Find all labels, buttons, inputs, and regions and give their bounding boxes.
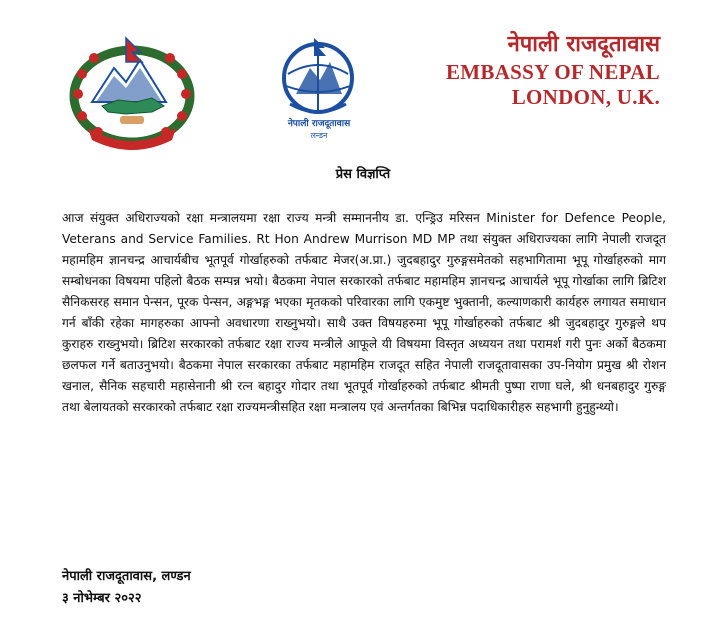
signature-office: नेपाली राजदूतावास, लण्डन <box>62 569 191 584</box>
document-title: प्रेस विज्ञप्ति <box>335 167 391 182</box>
logo-caption-name: नेपाली राजदूतावास <box>287 119 351 129</box>
press-release-body <box>62 208 666 418</box>
embassy-name-nepali: नेपाली राजदूतावास <box>507 32 660 57</box>
signature-date: ३ नोभेम्बर २०२२ <box>62 591 142 606</box>
nepal-coat-of-arms-icon <box>66 32 198 150</box>
embassy-name-english: EMBASSY OF NEPAL <box>445 60 660 84</box>
signature-block <box>62 566 191 610</box>
logo-caption-city: लन्डन <box>310 131 328 140</box>
embassy-logo-caption <box>274 118 364 142</box>
masthead <box>446 30 660 110</box>
embassy-location: LONDON, U.K. <box>511 85 660 109</box>
body-paragraph: आज संयुक्त अधिराज्यको रक्षा मन्त्रालयमा रक्षा राज्य मन्त्री सम्माननीय डा. एन्ड्रिउ मरिसन Minister for Defence People, Veterans and Service Families. Rt Hon Andrew Murrison MD MP तथा संयुक्त अधिराज्यका लागि नेपाली राजदूत महामहिम ज्ञानचन्द्र आचार्यबीच भूतपूर्व गोर्खाहरुको तर्फबाट मेजर(अ.प्रा.) जुदबहादुर गुरुङ्गसमेतको सहभागितामा भूपू गोर्खाहरुको माग सम्बोधनका विषयमा पहिलो बैठक सम्पन्न भयो। बैठकमा नेपाल सरकारको तर्फबाट महामहिम ज्ञानचन्द्र आचार्यले भूपू गोर्खाका लागि ब्रिटिश सैनिकसरह समान पेन्सन, पूरक पेन्सन, अङ्गभङ्ग भएका मृतकको परिवारका लागि एकमुष्ट भुक्तानी, कल्याणकारी कार्यहरु लगायत समाधान गर्न बाँकी रहेका मागहरुका आफ्नो अवधारणा राख्नुभयो। साथै उक्त विषयहरुमा भूपू गोर्खाहरुको तर्फबाट श्री जुदबहादुर गुरुङ्गले थप कुराहरु राख्नुभयो। ब्रिटिश सरकारको तर्फबाट रक्षा राज्य मन्त्रीले आफूले यी विषयमा विस्तृत अध्ययन तथा परामर्श गरी पुनः अर्को बैठकमा छलफल गर्ने बताउनुभयो। बैठकमा नेपाल सरकारका तर्फबाट महामहिम राजदूत सहित नेपाली राजदूतावासका उप-नियोग प्रमुख श्री रोशन खनाल, सैनिक सहचारी महासेनानी श्री रत्न बहादुर गोदार तथा भूतपूर्व गोर्खाहरुको तर्फबाट श्रीमती पुष्पा राणा घले, श्री धनबहादुर गुरुङ्ग तथा बेलायतको सरकारको तर्फबाट रक्षा राज्यमन्त्रीसहित रक्षा मन्त्रालय एवं अन्तर्गतका बिभिन्न पदाधिकारीहरु सहभागी हुनुहुन्थ्यो। <box>62 211 666 414</box>
